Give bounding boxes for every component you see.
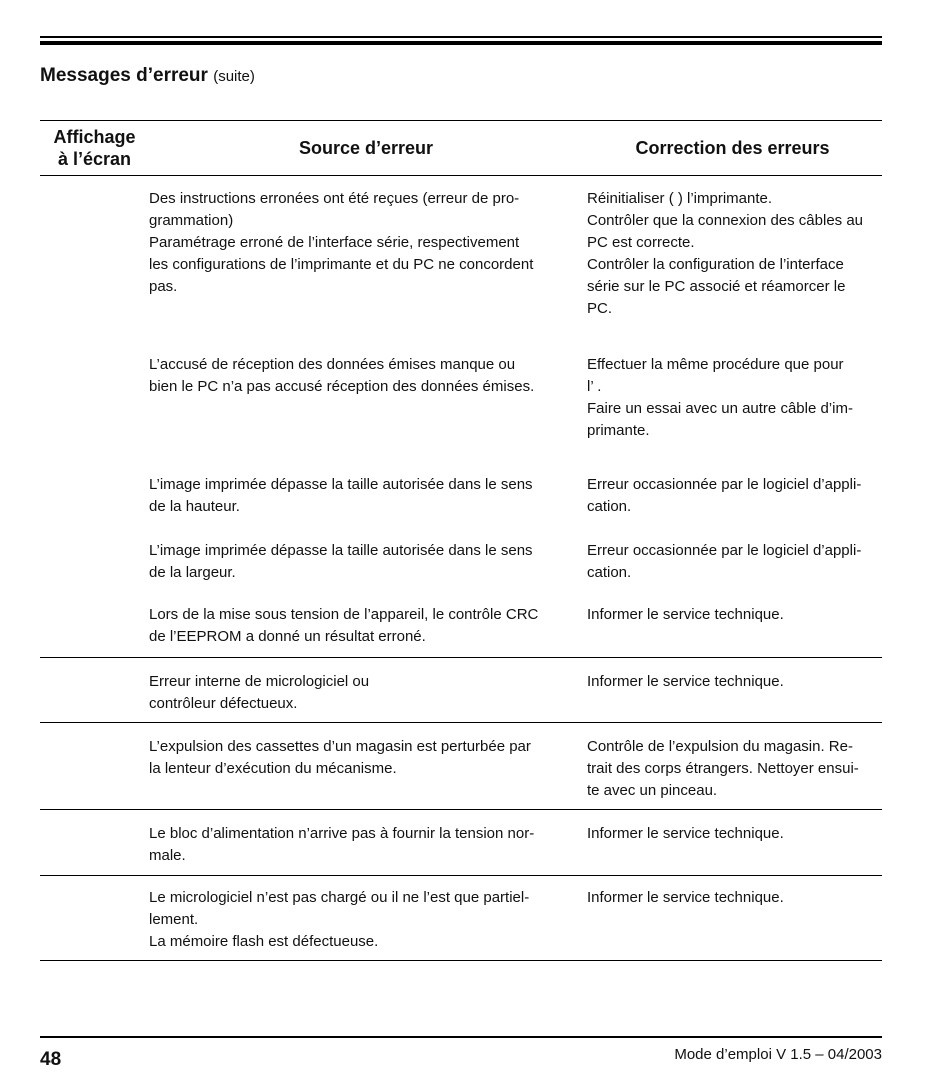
display-cell <box>40 604 149 648</box>
display-cell <box>40 188 149 320</box>
table-row <box>40 604 882 648</box>
footer-rule <box>40 1036 882 1038</box>
fix-cell: Réinitialiser ( ) l’imprimante. Contrôler que la connexion des câbles au PC est correcte. Contrôler la configuration de l’interface série sur le PC associé et réamorcer le PC. <box>587 189 864 317</box>
source-cell: L’accusé de réception des données émises manque ou bien le PC n’a pas accusé réception des données émises. <box>149 355 535 395</box>
fix-cell: Informer le service technique. <box>587 605 784 623</box>
section-title <box>40 65 255 87</box>
display-cell <box>40 823 149 867</box>
source-cell: Des instructions erronées ont été reçues (erreur de pro- grammation) Paramétrage erroné de l’interface série, respectivement les configurations de l’imprimante et du PC ne concordent pas. <box>149 189 534 295</box>
document-version: Mode d’emploi V 1.5 – 04/2003 <box>674 1046 882 1063</box>
display-cell <box>40 736 149 802</box>
table-row <box>40 823 882 867</box>
source-cell: Le bloc d’alimentation n’arrive pas à fournir la tension nor- male. <box>149 824 535 864</box>
display-cell <box>40 474 149 518</box>
fix-cell: Effectuer la même procédure que pour l’ . Faire un essai avec un autre câble d’im- primante. <box>587 355 853 439</box>
header-rule-thick <box>40 41 882 45</box>
header-rule-thin <box>40 36 882 38</box>
source-cell: Le micrologiciel n’est pas chargé ou il ne l’est que partiel- lement. La mémoire flash est défectueuse. <box>149 888 530 950</box>
table-row <box>40 887 882 953</box>
fix-cell: Erreur occasionnée par le logiciel d’appli- cation. <box>587 475 862 515</box>
error-messages-table <box>40 120 882 961</box>
table-header-row <box>40 121 882 176</box>
table-row <box>40 736 882 802</box>
table-row <box>40 671 882 715</box>
fix-cell: Erreur occasionnée par le logiciel d’appli- cation. <box>587 541 862 581</box>
display-cell <box>40 354 149 442</box>
display-cell <box>40 540 149 584</box>
header-fix: Correction des erreurs <box>635 138 830 158</box>
fix-cell: Contrôle de l’expulsion du magasin. Re- trait des corps étrangers. Nettoyer ensui- te avec un pinceau. <box>587 737 859 799</box>
table-row <box>40 474 882 518</box>
source-cell: L’image imprimée dépasse la taille autorisée dans le sens de la largeur. <box>149 541 533 581</box>
fix-cell: Informer le service technique. <box>587 672 784 690</box>
table-row <box>40 540 882 584</box>
page-number: 48 <box>40 1049 62 1070</box>
source-cell: Lors de la mise sous tension de l’appareil, le contrôle CRC de l’EEPROM a donné un résultat erroné. <box>149 605 539 645</box>
fix-cell: Informer le service technique. <box>587 824 784 842</box>
source-cell: L’image imprimée dépasse la taille autorisée dans le sens de la hauteur. <box>149 475 533 515</box>
table-row <box>40 354 882 442</box>
display-cell <box>40 887 149 953</box>
section-title-subtitle: (suite) <box>213 68 255 85</box>
header-display: Affichage à l’écran <box>53 127 136 169</box>
table-row <box>40 188 882 320</box>
source-cell: Erreur interne de micrologiciel ou contrôleur défectueux. <box>149 672 370 712</box>
source-cell: L’expulsion des cassettes d’un magasin est perturbée par la lenteur d’exécution du mécanisme. <box>149 737 531 777</box>
display-cell <box>40 671 149 715</box>
section-title-main: Messages d’erreur <box>40 65 208 86</box>
header-source: Source d’erreur <box>298 138 434 158</box>
fix-cell: Informer le service technique. <box>587 888 784 906</box>
